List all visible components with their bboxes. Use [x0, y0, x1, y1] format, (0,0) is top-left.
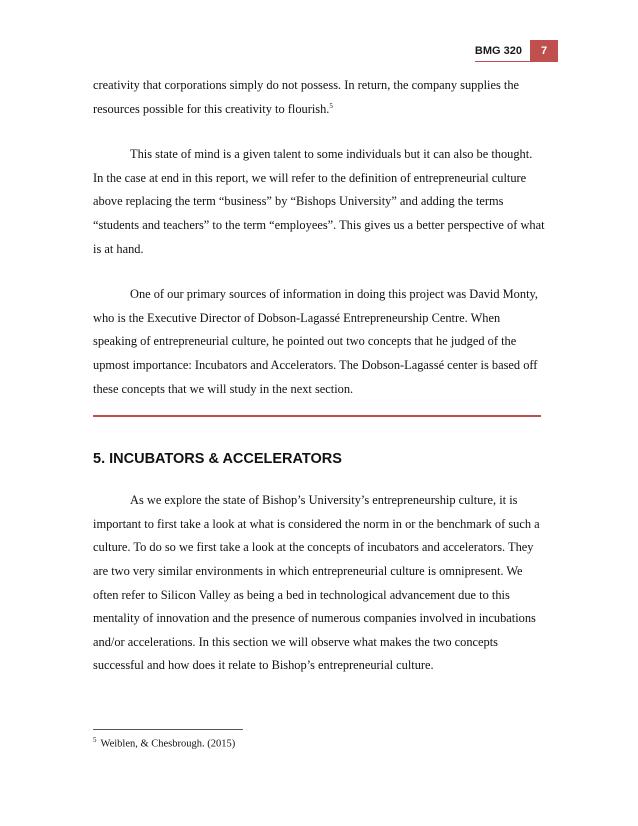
paragraph-spacer	[93, 121, 545, 143]
footnote-separator	[93, 729, 243, 730]
section-heading: 5. INCUBATORS & ACCELERATORS	[93, 451, 342, 468]
page-content	[93, 74, 545, 678]
footnote-text: Weiblen, & Chesbrough. (2015)	[100, 738, 236, 750]
paragraph-continued	[93, 74, 545, 121]
page-header	[475, 40, 558, 62]
paragraph-state-of-mind: This state of mind is a given talent to some individuals but it can also be thought. In the case at end in this report, we will refer to the definition of entrepreneurial culture above replacing the term “business” by “Bishops University” and adding the terms “students and teachers” to the term “employees”. This gives us a better perspective of what is at hand.	[93, 147, 545, 256]
paragraph-incubators-intro: As we explore the state of Bishop’s University’s entrepreneurship culture, it is important to first take a look at what is considered the norm in or the benchmark of such a culture. To do so we first take a look at the concepts of incubators and accelerators. They are two very similar environments in which entrepreneurial culture is omnipresent. We often refer to Silicon Valley as being a bed in technological advancement due to this mentality of innovation and the presence of numerous companies involved in incubations and/or accelerations. In this section we will observe what makes the two concepts successful and how does it relate to Bishop’s entrepreneurial culture.	[93, 493, 540, 673]
header-title: BMG 320	[475, 40, 530, 62]
paragraph-primary-sources: One of our primary sources of information in doing this project was David Monty, who is the Executive Director of Dobson-Lagassé Entrepreneurship Centre. When speaking of entrepreneurial culture, he pointed out two concepts that he judged of the upmost importance: Incubators and Accelerators. The Dobson-Lagassé center is based off these concepts that we will study in the next section.	[93, 287, 539, 396]
footnote	[93, 736, 235, 750]
footnote-reference[interactable]: 5	[329, 101, 333, 110]
paragraph-spacer	[93, 261, 545, 283]
footnote-number: 5	[93, 736, 97, 744]
section-divider	[93, 415, 541, 417]
paragraph-text: creativity that corporations simply do not possess. In return, the company supplies the resources possible for this creativity to flourish.	[93, 78, 520, 116]
page-number-badge: 7	[530, 40, 558, 62]
